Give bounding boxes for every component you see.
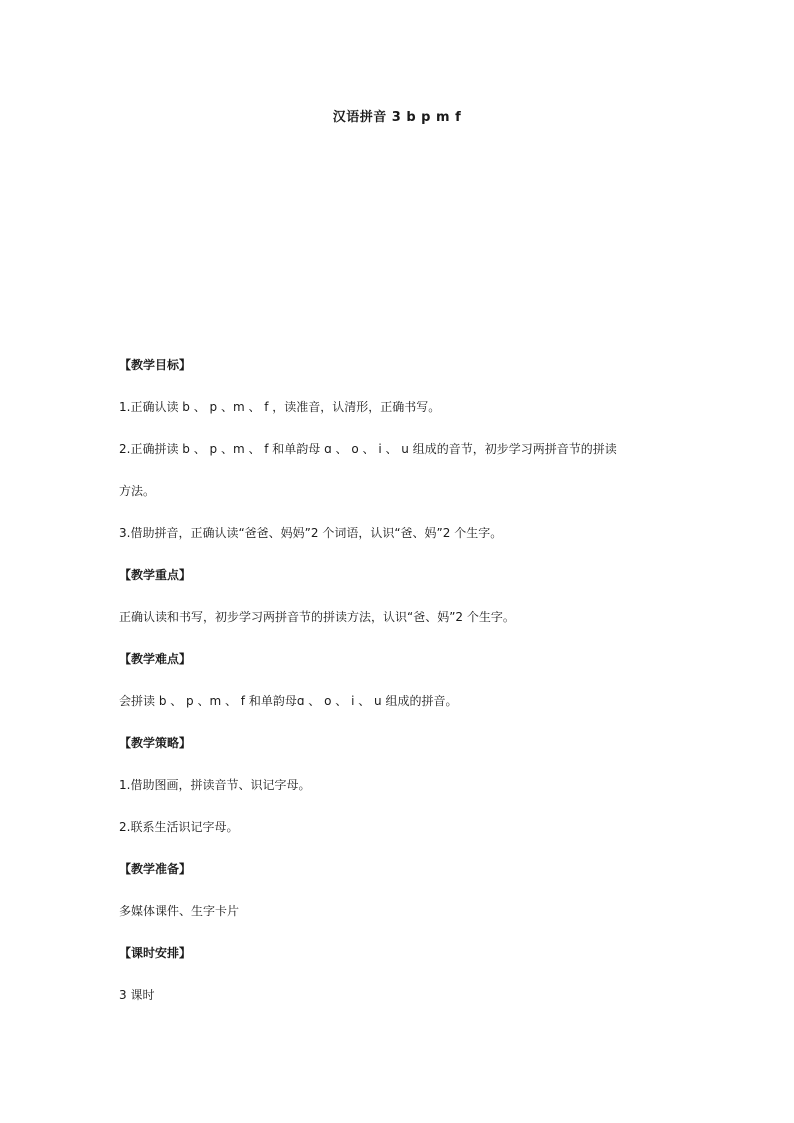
goals-heading: 【教学目标】 — [119, 358, 192, 372]
strategy-item-1: 1.借助图画，拼读音节、识记字母。 — [119, 778, 311, 792]
schedule-heading: 【课时安排】 — [119, 946, 192, 960]
key-points-heading: 【教学重点】 — [119, 568, 192, 582]
preparation-heading: 【教学准备】 — [119, 862, 192, 876]
goal-item-2-line-1: 2.正确拼读 b 、 p 、m 、 f 和单韵母 ɑ 、 o 、 i 、 u 组成的音节，初步学习两拼音节的拼读 — [119, 442, 617, 456]
strategy-heading: 【教学策略】 — [119, 736, 192, 750]
document-title: 汉语拼音 3 b p m f — [332, 110, 462, 125]
goal-item-2-line-2: 方法。 — [119, 484, 156, 498]
difficult-points-text: 会拼读 b 、 p 、m 、 f 和单韵母ɑ 、 o 、 i 、 u 组成的拼音。 — [119, 694, 458, 708]
goal-item-1: 1.正确认读 b 、 p 、m 、 f ，读准音，认清形，正确书写。 — [119, 400, 441, 414]
strategy-item-2: 2.联系生活识记字母。 — [119, 820, 239, 834]
preparation-text: 多媒体课件、生字卡片 — [119, 904, 240, 918]
key-points-text: 正确认读和书写，初步学习两拼音节的拼读方法，认识“爸、妈”2 个生字。 — [119, 610, 515, 624]
goal-item-3: 3.借助拼音，正确认读“爸爸、妈妈”2 个词语，认识“爸、妈”2 个生字。 — [119, 526, 503, 540]
difficult-points-heading: 【教学难点】 — [119, 652, 192, 666]
schedule-text: 3 课时 — [119, 988, 155, 1002]
